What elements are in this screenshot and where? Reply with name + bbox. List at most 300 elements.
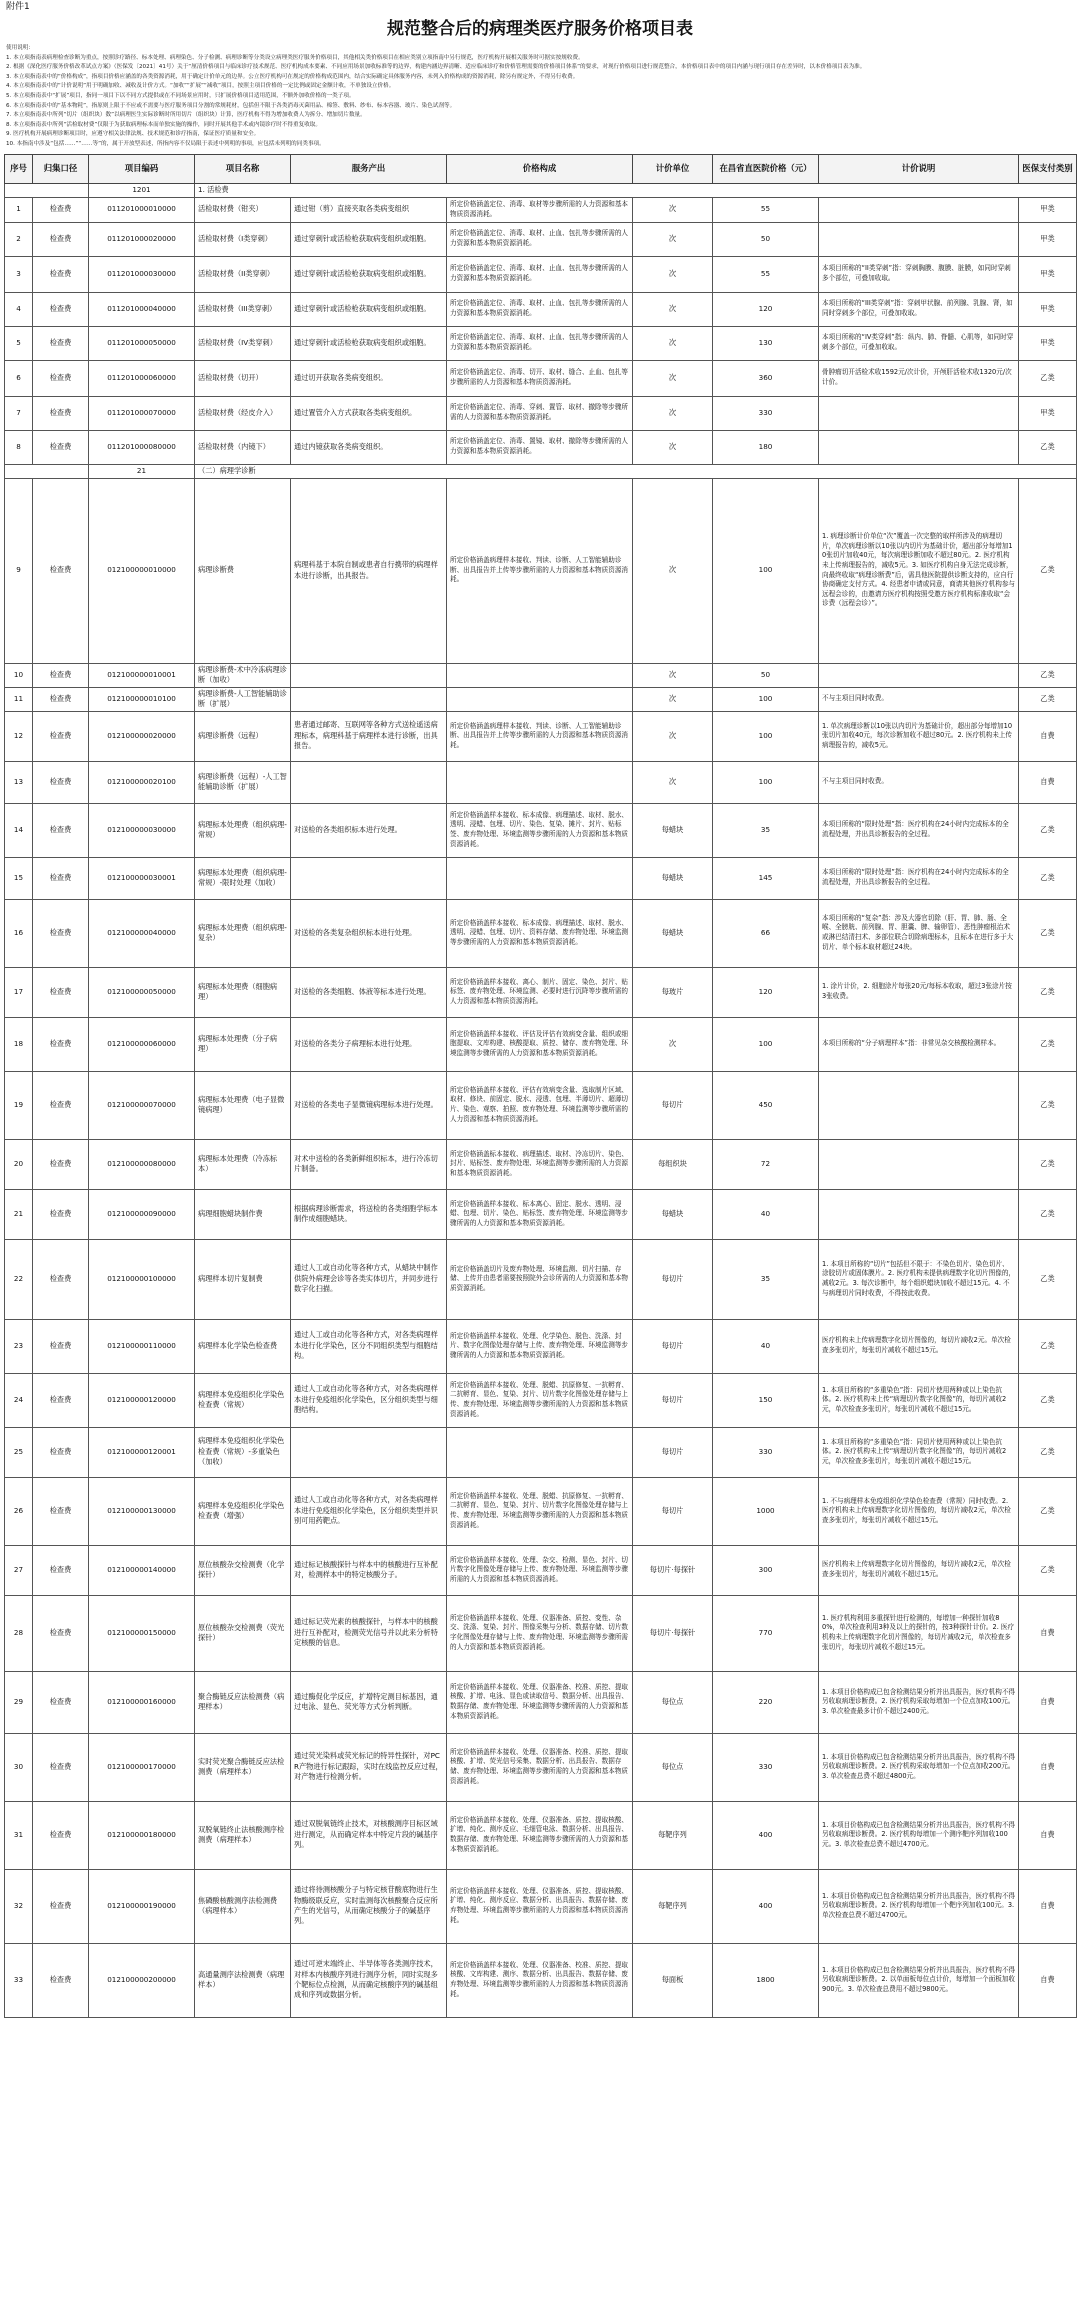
seq-cell: 22: [5, 1239, 33, 1319]
seq-cell: 21: [5, 1189, 33, 1239]
header-output: 服务产出: [291, 154, 447, 183]
table-row: [5, 1733, 1077, 1801]
code-cell: 012100000170000: [89, 1733, 195, 1801]
name-cell: 活检取材费（III类穿刺）: [195, 292, 291, 326]
note-line: 9. 医疗机构开展病理诊断项目时，应遵守相关法律法规、技术规范和诊疗指南，保证医疗质量和安全。: [6, 131, 260, 138]
description-cell: [819, 1071, 1019, 1139]
insurance-cell: 乙类: [1019, 857, 1077, 899]
output-cell: 对送检的各类组织标本进行处理。: [291, 803, 447, 857]
code-cell: 011201000080000: [89, 430, 195, 464]
insurance-cell: 乙类: [1019, 803, 1077, 857]
description-cell: 1. 不与病理样本免疫组织化学染色检查费（常规）同时收费。2. 医疗机构未上传病理数字化切片图像的，每切片减收2元，单次检查多张切片，每张切片减收不超过15元。: [819, 1477, 1019, 1545]
code-cell: 011201000070000: [89, 396, 195, 430]
seq-cell: 13: [5, 761, 33, 803]
name-cell: 活检取材费（钳夹）: [195, 197, 291, 222]
category-cell: 检查费: [33, 1671, 89, 1733]
output-cell: [291, 663, 447, 687]
output-cell: 通过切开获取各类病变组织。: [291, 360, 447, 396]
table-row: [5, 1671, 1077, 1733]
header-description: 计价说明: [819, 154, 1019, 183]
composition-cell: 所定价格涵盖样本接收、离心、制片、固定、染色、封片、贴标签、废弃物处理、环境监测、必要时进行沉降等步骤所需的人力资源和基本物质资源消耗。: [447, 967, 633, 1017]
category-cell: 检查费: [33, 1595, 89, 1671]
price-cell: 1800: [713, 1943, 819, 2017]
table-row: [5, 687, 1077, 711]
price-cell: 55: [713, 256, 819, 292]
category-cell: 检查费: [33, 803, 89, 857]
seq-cell: 25: [5, 1427, 33, 1477]
category-cell: 检查费: [33, 1319, 89, 1373]
insurance-cell: 乙类: [1019, 430, 1077, 464]
category-cell: 检查费: [33, 1545, 89, 1595]
insurance-cell: 甲类: [1019, 256, 1077, 292]
output-cell: 通过标记核酸探针与样本中的核酸进行互补配对，检测样本中的特定核酸分子。: [291, 1545, 447, 1595]
composition-cell: 所定价格涵盖定位、消毒、切开、取材、缝合、止血、包扎等步骤所需的人力资源和基本物质资源消耗。: [447, 360, 633, 396]
name-cell: 病理标本处理费（组织病理-常规）-限时处理（加收）: [195, 857, 291, 899]
code-cell: 012100000070000: [89, 1071, 195, 1139]
seq-cell: 23: [5, 1319, 33, 1373]
price-cell: 35: [713, 803, 819, 857]
note-line: 3. 本立项指南表中的“价格构成”，指项目价格应涵盖的各类资源消耗，用于确定计价单元的边界。公立医疗机构可在规定的价格构成范围内，结合实际确定具体服务内容，未列入价格构成的资源消耗，除另有规定外，不得另行收费。: [6, 73, 579, 80]
composition-cell: 所定价格涵盖定位、消毒、取材、止血、包扎等步骤所需的人力资源和基本物质资源消耗。: [447, 326, 633, 360]
composition-cell: 所定价格涵盖样本接收、处理、杂交、检测、显色、封片、切片数字化图像处理存储与上传、废弃物处理、环境监测等步骤所需的人力资源和基本物质资源消耗。: [447, 1545, 633, 1595]
insurance-cell: 乙类: [1019, 1545, 1077, 1595]
composition-cell: 所定价格涵盖定位、消毒、取材、止血、包扎等步骤所需的人力资源和基本物质资源消耗。: [447, 256, 633, 292]
composition-cell: 所定价格涵盖样本接收、处理、仪器准备、质控、提取核酸、扩增、纯化、测序反应、毛细管电泳、数据分析、出具报告、数据存储、废弃物处理、环境监测等步骤所需的人力资源和基本物质资源消耗。: [447, 1801, 633, 1869]
price-cell: 120: [713, 292, 819, 326]
table-row: [5, 1545, 1077, 1595]
composition-cell: 所定价格涵盖样本接收、处理、仪器准备、质控、变性、杂交、洗涤、复染、封片、图像采集与分析、数据存储、切片数字化图像处理存储与上传、废弃物处理、环境监测等步骤所需的人力资源和基本物质资源消耗。: [447, 1595, 633, 1671]
category-cell: 检查费: [33, 857, 89, 899]
code-cell: 012100000020100: [89, 761, 195, 803]
header-price: 在昌省直医院价格（元）: [713, 154, 819, 183]
description-cell: 1. 涂片计价，2. 细胞涂片每张20元/每标本收取，超过3张涂片按3张收费。: [819, 967, 1019, 1017]
code-cell: 012100000200000: [89, 1943, 195, 2017]
description-cell: [819, 1189, 1019, 1239]
insurance-cell: 自费: [1019, 761, 1077, 803]
unit-cell: 每切片·每探针: [633, 1545, 713, 1595]
description-cell: 医疗机构未上传病理数字化切片图像的，每切片减收2元，单次检查多张切片，每张切片减收不超过15元。: [819, 1545, 1019, 1595]
document-title: 规范整合后的病理类医疗服务价格项目表: [387, 19, 693, 39]
table-row: [5, 222, 1077, 256]
price-cell: 300: [713, 1545, 819, 1595]
output-cell: 通过双脱氧链终止技术，对核酸测序目标区域进行测定，从而确定样本中特定片段的碱基序列。: [291, 1801, 447, 1869]
description-cell: [819, 663, 1019, 687]
table-row: [5, 1071, 1077, 1139]
output-cell: 通过将待测核酸分子与特定核苷酸底物进行生物酶级联反应，实时监测每次核酸聚合反应所产生的光信号，从而确定核酸分子的碱基序列。: [291, 1869, 447, 1943]
code-cell: 012100000090000: [89, 1189, 195, 1239]
output-cell: 通过置管介入方式获取各类病变组织。: [291, 396, 447, 430]
description-cell: 不与主项目同时收费。: [819, 687, 1019, 711]
category-cell: 检查费: [33, 1017, 89, 1071]
composition-cell: 所定价格涵盖病理样本接收、判读、诊断、人工智能辅助诊断、出具报告并上传等步骤所需的人力资源和基本物质资源消耗。: [447, 478, 633, 663]
description-cell: 骨肿瘤切开活检术收1592元/次计价，开颅肝活检术收1320元/次计价。: [819, 360, 1019, 396]
code-cell: 011201000020000: [89, 222, 195, 256]
category-cell: 检查费: [33, 899, 89, 967]
composition-cell: 所定价格涵盖样本接收、标本离心、固定、脱水、透明、浸蜡、包埋、切片、染色、贴标签、废弃物处理、环境监测等步骤所需的人力资源和基本物质资源消耗。: [447, 1189, 633, 1239]
code-cell: 012100000140000: [89, 1545, 195, 1595]
price-cell: 100: [713, 687, 819, 711]
insurance-cell: 甲类: [1019, 396, 1077, 430]
composition-cell: 所定价格涵盖样本接收、标本成像、病理描述、取材、脱水、透明、浸蜡、包埋、切片、资料存储、废弃物处理、环境监测等步骤所需的人力资源和基本物质资源消耗。: [447, 899, 633, 967]
attachment-label: 附件1: [6, 2, 30, 12]
table-row: [5, 1239, 1077, 1319]
unit-cell: 每位点: [633, 1671, 713, 1733]
insurance-cell: 自费: [1019, 711, 1077, 761]
price-cell: 360: [713, 360, 819, 396]
seq-cell: 3: [5, 256, 33, 292]
output-cell: 病理科基于本院自制或患者自行携带的病理样本进行诊断，出具报告。: [291, 478, 447, 663]
output-cell: [291, 687, 447, 711]
composition-cell: 所定价格涵盖定位、消毒、置镜、取材、撤除等步骤所需的人力资源和基本物质资源消耗。: [447, 430, 633, 464]
output-cell: 根据病理诊断需求，将送检的各类细胞学标本制作成细胞蜡块。: [291, 1189, 447, 1239]
table-row: [5, 899, 1077, 967]
output-cell: 通过人工或自动化等各种方式，对各类病理样本进行免疫组织化学染色，区分组织类型与细胞结构。: [291, 1373, 447, 1427]
name-cell: 病理标本处理费（组织病理-复杂）: [195, 899, 291, 967]
table-row: [5, 1477, 1077, 1545]
output-cell: 对送检的各类复杂组织标本进行处理。: [291, 899, 447, 967]
table-row: [5, 1373, 1077, 1427]
unit-cell: 每切片: [633, 1427, 713, 1477]
insurance-cell: 乙类: [1019, 1189, 1077, 1239]
composition-cell: 所定价格涵盖样本接收、处理、仪器准备、校准、质控、提取核酸、扩增、电泳、显色或读取信号、数据分析、出具报告、数据存储、废弃物处理、环境监测等步骤所需的人力资源和基本物质资源消耗。: [447, 1671, 633, 1733]
output-cell: 通过可逆末端终止、半导体等各类测序技术，对样本内核酸序列进行测序分析，同时实现多个靶标位点检测，从而确定核酸序列的碱基组成和序列或数据分析。: [291, 1943, 447, 2017]
name-cell: 活检取材费（IV类穿刺）: [195, 326, 291, 360]
description-cell: 本项目所称的“II类穿刺”指：穿刺胸膜、腹膜、脏膜，如同时穿刺多个部位，可叠加收取。: [819, 256, 1019, 292]
category-cell: 检查费: [33, 1071, 89, 1139]
insurance-cell: 甲类: [1019, 326, 1077, 360]
seq-cell: 30: [5, 1733, 33, 1801]
composition-cell: [447, 687, 633, 711]
unit-cell: 次: [633, 663, 713, 687]
insurance-cell: 乙类: [1019, 478, 1077, 663]
seq-cell: 24: [5, 1373, 33, 1427]
seq-cell: 16: [5, 899, 33, 967]
code-cell: 012100000030000: [89, 803, 195, 857]
code-cell: 012100000010001: [89, 663, 195, 687]
composition-cell: 所定价格涵盖切片及废弃物处理、环境监测、切片扫描、存储、上传并由患者需要按照院外会诊所需的人力资源和基本物质资源消耗。: [447, 1239, 633, 1319]
header-seq: 序号: [5, 154, 33, 183]
description-cell: 本项目所称的“限时处理”指：医疗机构在24小时内完成标本的全流程处理，并出具诊断报告的全过程。: [819, 803, 1019, 857]
composition-cell: 所定价格涵盖样本接收、处理、脱蜡、抗原修复、一抗孵育、二抗孵育、显色、复染、封片、切片数字化图像处理存储与上传、废弃物处理、环境监测等步骤所需的人力资源和基本物质资源消耗。: [447, 1477, 633, 1545]
name-cell: 焦磷酸核酸测序法检测费（病理样本）: [195, 1869, 291, 1943]
insurance-cell: 乙类: [1019, 967, 1077, 1017]
category-cell: 检查费: [33, 292, 89, 326]
table-row: [5, 1139, 1077, 1189]
seq-cell: 8: [5, 430, 33, 464]
composition-cell: 所定价格涵盖定位、消毒、取材、止血、包扎等步骤所需的人力资源和基本物质资源消耗。: [447, 292, 633, 326]
category-cell: 检查费: [33, 430, 89, 464]
section-code: 1201: [89, 183, 195, 197]
composition-cell: 所定价格涵盖定位、消毒、穿刺、置管、取材、撤除等步骤所需的人力资源和基本物质资源消耗。: [447, 396, 633, 430]
code-cell: 012100000180000: [89, 1801, 195, 1869]
seq-cell: 11: [5, 687, 33, 711]
seq-cell: 14: [5, 803, 33, 857]
insurance-cell: 乙类: [1019, 1139, 1077, 1189]
seq-cell: 29: [5, 1671, 33, 1733]
category-cell: 检查费: [33, 967, 89, 1017]
price-cell: 100: [713, 761, 819, 803]
composition-cell: 所定价格涵盖病理样本接收、判读、诊断、人工智能辅助诊断、出具报告并上传等步骤所需的人力资源和基本物质资源消耗。: [447, 711, 633, 761]
seq-cell: 15: [5, 857, 33, 899]
name-cell: 活检取材费（I类穿刺）: [195, 222, 291, 256]
output-cell: 通过穿刺针或活检枪获取病变组织或细胞。: [291, 222, 447, 256]
insurance-cell: 自费: [1019, 1801, 1077, 1869]
insurance-cell: 乙类: [1019, 1071, 1077, 1139]
description-cell: 医疗机构未上传病理数字化切片图像的，每切片减收2元。单次检查多张切片，每张切片减收不超过15元。: [819, 1319, 1019, 1373]
unit-cell: 每靶序列: [633, 1869, 713, 1943]
price-cell: 770: [713, 1595, 819, 1671]
name-cell: 病理标本处理费（电子显微镜病理）: [195, 1071, 291, 1139]
table-row: [5, 478, 1077, 663]
table-row: [5, 1595, 1077, 1671]
name-cell: 病理样本化学染色检查费: [195, 1319, 291, 1373]
category-cell: 检查费: [33, 711, 89, 761]
insurance-cell: 自费: [1019, 1733, 1077, 1801]
insurance-cell: 甲类: [1019, 292, 1077, 326]
name-cell: 病理样本免疫组织化学染色检查费（常规）: [195, 1373, 291, 1427]
output-cell: 患者通过邮寄、互联网等各种方式送检遥送病理标本，病理科基于病理样本进行诊断，出具报告。: [291, 711, 447, 761]
description-cell: [819, 197, 1019, 222]
description-cell: 1. 本项目所称的“多重染色”指：同切片使用两种或以上染色抗体。2. 医疗机构未上传“病理切片数字化图像”的，每切片减收2元，单次检查多张切片，每张切片减收不超过15元。: [819, 1373, 1019, 1427]
seq-cell: 28: [5, 1595, 33, 1671]
description-cell: [819, 430, 1019, 464]
name-cell: 病理样本免疫组织化学染色检查费（常规）-多重染色（加收）: [195, 1427, 291, 1477]
category-cell: 检查费: [33, 1373, 89, 1427]
name-cell: 病理标本处理费（组织病理-常规）: [195, 803, 291, 857]
price-cell: 400: [713, 1801, 819, 1869]
unit-cell: 次: [633, 687, 713, 711]
name-cell: 活检取材费（内镜下）: [195, 430, 291, 464]
table-row: [5, 761, 1077, 803]
price-cell: 100: [713, 711, 819, 761]
output-cell: 通过穿刺针或活检枪获取病变组织或细胞。: [291, 256, 447, 292]
price-cell: 400: [713, 1869, 819, 1943]
name-cell: 病理样本免疫组织化学染色检查费（增强）: [195, 1477, 291, 1545]
insurance-cell: 自费: [1019, 1869, 1077, 1943]
output-cell: 对送检的各类细胞、体液等标本进行处理。: [291, 967, 447, 1017]
output-cell: 通过标记荧光素的核酸探针，与样本中的核酸进行互补配对，检测荧光信号并以此来分析特定核酸的信息。: [291, 1595, 447, 1671]
price-cell: 330: [713, 1733, 819, 1801]
category-cell: 检查费: [33, 1869, 89, 1943]
description-cell: [819, 222, 1019, 256]
description-cell: 1. 本项目价格构成已包含检测结果分析并出具报告，医疗机构不得另收取病理诊断费。2. 医疗机构采取每增加一个位点加收200元。3. 单次检查总费不超过4800元。: [819, 1733, 1019, 1801]
unit-cell: 次: [633, 396, 713, 430]
code-cell: 011201000040000: [89, 292, 195, 326]
name-cell: 聚合酶链反应法检测费（病理样本）: [195, 1671, 291, 1733]
category-cell: 检查费: [33, 1477, 89, 1545]
unit-cell: 次: [633, 478, 713, 663]
seq-cell: 10: [5, 663, 33, 687]
category-cell: 检查费: [33, 197, 89, 222]
unit-cell: 次: [633, 761, 713, 803]
description-cell: 1. 本项目价格构成已包含检测结果分析并出具报告，医疗机构不得另收取病理诊断费。2. 医疗机构每增加一个测序靶序列加收100元。3. 单次检查总费不超过4700元。: [819, 1801, 1019, 1869]
output-cell: [291, 761, 447, 803]
insurance-cell: 甲类: [1019, 222, 1077, 256]
code-cell: 012100000120001: [89, 1427, 195, 1477]
unit-cell: 次: [633, 256, 713, 292]
output-cell: 对术中送检的各类新鲜组织标本，进行冷冻切片制备。: [291, 1139, 447, 1189]
composition-cell: 所定价格涵盖定位、消毒、取材、止血、包扎等步骤所需的人力资源和基本物质资源消耗。: [447, 222, 633, 256]
unit-cell: 次: [633, 222, 713, 256]
unit-cell: 每蜡块: [633, 857, 713, 899]
price-cell: 72: [713, 1139, 819, 1189]
table-row: [5, 197, 1077, 222]
code-cell: 012100000100000: [89, 1239, 195, 1319]
insurance-cell: 乙类: [1019, 1477, 1077, 1545]
category-cell: 检查费: [33, 326, 89, 360]
note-line: 5. 本立项指南表中“扩展”项目，指同一项目下以不同方式提供或在不同场景应用时，只扩展价格项目适用范围，不额外加收价格的一类子项。: [6, 92, 355, 99]
category-cell: 检查费: [33, 1943, 89, 2017]
price-cell: 150: [713, 1373, 819, 1427]
price-cell: 55: [713, 197, 819, 222]
code-cell: 012100000080000: [89, 1139, 195, 1189]
seq-cell: 19: [5, 1071, 33, 1139]
header-name: 项目名称: [195, 154, 291, 183]
price-cell: 450: [713, 1071, 819, 1139]
composition-cell: 所定价格涵盖样本接收、处理、脱蜡、抗原修复、一抗孵育、二抗孵育、显色、复染、封片、切片数字化图像处理存储与上传、废弃物处理、环境监测等步骤所需的人力资源和基本物质资源消耗。: [447, 1373, 633, 1427]
seq-cell: 26: [5, 1477, 33, 1545]
insurance-cell: 乙类: [1019, 1017, 1077, 1071]
description-cell: 1. 单次病理诊断以10张以内切片为基础计价，超出部分每增加10张切片加收40元，每次诊断加收不超过80元。2. 医疗机构未上传病理报告的，减收5元。: [819, 711, 1019, 761]
composition-cell: 所定价格涵盖定位、消毒、取材等步骤所需的人力资源和基本物质资源消耗。: [447, 197, 633, 222]
seq-cell: 1: [5, 197, 33, 222]
name-cell: 病理诊断费（远程）-人工智能辅助诊断（扩展）: [195, 761, 291, 803]
table-row: [5, 1869, 1077, 1943]
unit-cell: 每切片: [633, 1373, 713, 1427]
price-cell: 220: [713, 1671, 819, 1733]
insurance-cell: 自费: [1019, 1671, 1077, 1733]
unit-cell: 次: [633, 292, 713, 326]
description-cell: 1. 本项目价格构成已包含检测结果分析并出具报告，医疗机构不得另收取病理诊断费。2. 医疗机构每增加一个靶序列加收100元。3. 单次检查总费不超过4700元。: [819, 1869, 1019, 1943]
insurance-cell: 自费: [1019, 1595, 1077, 1671]
code-cell: 012100000060000: [89, 1017, 195, 1071]
category-cell: 检查费: [33, 256, 89, 292]
description-cell: 本项目所称的“IV类穿刺”指：纵内、肺、脊髓、心肌等，如同时穿刺多个部位，可叠加收取。: [819, 326, 1019, 360]
price-cell: 130: [713, 326, 819, 360]
code-cell: 011201000060000: [89, 360, 195, 396]
description-cell: 1. 医疗机构利用多重探针进行检测的，每增加一种探针加收80%，单次检查利用3种及以上的探针的，按3种探针计价。2. 医疗机构未上传病理数字化切片图像的，每切片减收2元，单次检查多张切片，每张切片减收不超过15元。: [819, 1595, 1019, 1671]
unit-cell: 每切片: [633, 1477, 713, 1545]
unit-cell: 每蜡块: [633, 1189, 713, 1239]
category-cell: 检查费: [33, 1139, 89, 1189]
insurance-cell: 乙类: [1019, 663, 1077, 687]
output-cell: 通过人工或自动化等各种方式，对各类病理样本进行化学染色，区分不同组织类型与细胞结构。: [291, 1319, 447, 1373]
code-cell: 012100000150000: [89, 1595, 195, 1671]
table-row: [5, 1017, 1077, 1071]
output-cell: 对送检的各类电子显微镜病理标本进行处理。: [291, 1071, 447, 1139]
table-row: [5, 1427, 1077, 1477]
name-cell: 病理诊断费: [195, 478, 291, 663]
price-cell: 40: [713, 1189, 819, 1239]
category-cell: 检查费: [33, 1189, 89, 1239]
output-cell: [291, 1427, 447, 1477]
code-cell: 012100000020000: [89, 711, 195, 761]
note-line: 8. 本立项指南表中所列“活检取材费”仅限于为获取病理标本而单独实施的操作，同时开展其他手术或内镜诊疗时不得重复收取。: [6, 121, 321, 128]
description-cell: 本项目所称的“分子病理样本”指：非常见杂交核酸检测样本。: [819, 1017, 1019, 1071]
output-cell: 对送检的各类分子病理标本进行处理。: [291, 1017, 447, 1071]
name-cell: 病理诊断费-人工智能辅助诊断（扩展）: [195, 687, 291, 711]
table-row: [5, 1189, 1077, 1239]
unit-cell: 每切片: [633, 1071, 713, 1139]
unit-cell: 每面板: [633, 1943, 713, 2017]
category-cell: 检查费: [33, 663, 89, 687]
insurance-cell: 自费: [1019, 1943, 1077, 2017]
description-cell: 1. 本项目价格构成已包含检测结果分析并出具报告，医疗机构不得另收取病理诊断费。2. 医疗机构采取每增加一个位点加收100元。3. 单次检查最多计价不超过2400元。: [819, 1671, 1019, 1733]
name-cell: 活检取材费（切开）: [195, 360, 291, 396]
description-cell: 本项目所称的“复杂”指：涉及大器官切除（肝、胃、肺、肠、全喉、全膀胱、前列腺、胃、胆囊、脾、输卵管）、恶性肿瘤根治术或淋巴结清扫术、多部位联合切除病理标本，且标本在进行多于大切片、单个标本取材超过24块。: [819, 899, 1019, 967]
seq-cell: 4: [5, 292, 33, 326]
table-row: [5, 1943, 1077, 2017]
category-cell: 检查费: [33, 360, 89, 396]
table-row: [5, 857, 1077, 899]
composition-cell: [447, 761, 633, 803]
table-row: [5, 326, 1077, 360]
note-line: 10. 本指南中涉及“包括……”“……等”的，属于开放型表述，所指内容不仅局限于表述中列明的事项，应包括未列明的同类事项。: [6, 140, 325, 147]
price-cell: 1000: [713, 1477, 819, 1545]
unit-cell: 次: [633, 1017, 713, 1071]
output-cell: 通过人工或自动化等各种方式，对各类病理样本进行免疫组织化学染色，区分组织类型并识别可用药靶点。: [291, 1477, 447, 1545]
seq-cell: 33: [5, 1943, 33, 2017]
name-cell: 病理诊断费（远程）: [195, 711, 291, 761]
unit-cell: 每蜡块: [633, 803, 713, 857]
note-line: 使用说明：: [6, 45, 34, 51]
composition-cell: 所定价格涵盖样本接收、处理、仪器准备、校准、质控、提取核酸、文库构建、测序、数据分析、出具报告、数据存储、废弃物处理、环境监测等步骤所需的人力资源和基本物质资源消耗。: [447, 1943, 633, 2017]
description-cell: 1. 本项目所称的“切片”包括但不限于：不染色切片、染色切片、涂胶切片或固体膜片。2. 医疗机构未提供病理数字化切片图像的，减收2元。3. 每次诊断中，每个组织蜡块加收不超过15元。4. 不与病理切片同时收费，不得按此收费。: [819, 1239, 1019, 1319]
output-cell: 通过穿刺针或活检枪获取病变组织或细胞。: [291, 326, 447, 360]
price-cell: 120: [713, 967, 819, 1017]
code-cell: 011201000030000: [89, 256, 195, 292]
table-row: [5, 256, 1077, 292]
output-cell: 通过酶促化学反应，扩增特定测目标基因，通过电泳、显色、荧光等方式分析判断。: [291, 1671, 447, 1733]
table-row: [5, 803, 1077, 857]
seq-cell: 32: [5, 1869, 33, 1943]
section-row: [5, 183, 1077, 197]
seq-cell: 12: [5, 711, 33, 761]
composition-cell: [447, 663, 633, 687]
unit-cell: 次: [633, 430, 713, 464]
category-cell: 检查费: [33, 687, 89, 711]
section-blank: [5, 183, 89, 197]
seq-cell: 27: [5, 1545, 33, 1595]
price-cell: 40: [713, 1319, 819, 1373]
seq-cell: 17: [5, 967, 33, 1017]
description-cell: 1. 本项目价格构成已包含检测结果分析并出具报告，医疗机构不得另收取病理诊断费。2. 以单面板每位点计价，每增加一个面板加收900元。3. 单次检查总费用不超过9800元。: [819, 1943, 1019, 2017]
code-cell: 012100000010000: [89, 478, 195, 663]
unit-cell: 每蜡块: [633, 899, 713, 967]
code-cell: 012100000190000: [89, 1869, 195, 1943]
composition-cell: 所定价格涵盖样本接收、处理、仪器准备、质控、提取核酸、扩增、纯化、测序反应、数据分析、出具报告、数据存储、废弃物处理、环境监测等步骤所需的人力资源和基本物质资源消耗。: [447, 1869, 633, 1943]
seq-cell: 31: [5, 1801, 33, 1869]
name-cell: 病理标本处理费（冷冻标本）: [195, 1139, 291, 1189]
unit-cell: 每玻片: [633, 967, 713, 1017]
name-cell: 活检取材费（经皮介入）: [195, 396, 291, 430]
code-cell: 012100000030001: [89, 857, 195, 899]
description-cell: 本项目所称的“限时处理”指：医疗机构在24小时内完成标本的全流程处理，并出具诊断报告的全过程。: [819, 857, 1019, 899]
code-cell: 012100000050000: [89, 967, 195, 1017]
name-cell: 实时荧光聚合酶链反应法检测费（病理样本）: [195, 1733, 291, 1801]
composition-cell: 所定价格涵盖样本接收、标本成像、病理描述、取材、脱水、透明、浸蜡、包埋、切片、染色、复染、摊片、封片、贴标签、废弃物处理、环境监测等步骤所需的人力资源和基本物质资源消耗。: [447, 803, 633, 857]
description-cell: [819, 1139, 1019, 1189]
name-cell: 原位核酸杂交检测费（荧光探针）: [195, 1595, 291, 1671]
unit-cell: 每位点: [633, 1733, 713, 1801]
price-table: [4, 154, 1077, 2018]
seq-cell: 7: [5, 396, 33, 430]
note-line: 1. 本立项指南表病理检查诊断为重点，按照诊疗路径、标本处理、病理染色、分子检测、病理诊断等分类设立病理类医疗服务价格项目，其他相关类价格项目在相应类别立项指南中另行规范，医疗机构开展相关服务时可据实按规收费。: [6, 54, 584, 61]
unit-cell: 次: [633, 197, 713, 222]
table-row: [5, 430, 1077, 464]
price-cell: 66: [713, 899, 819, 967]
code-cell: 011201000050000: [89, 326, 195, 360]
